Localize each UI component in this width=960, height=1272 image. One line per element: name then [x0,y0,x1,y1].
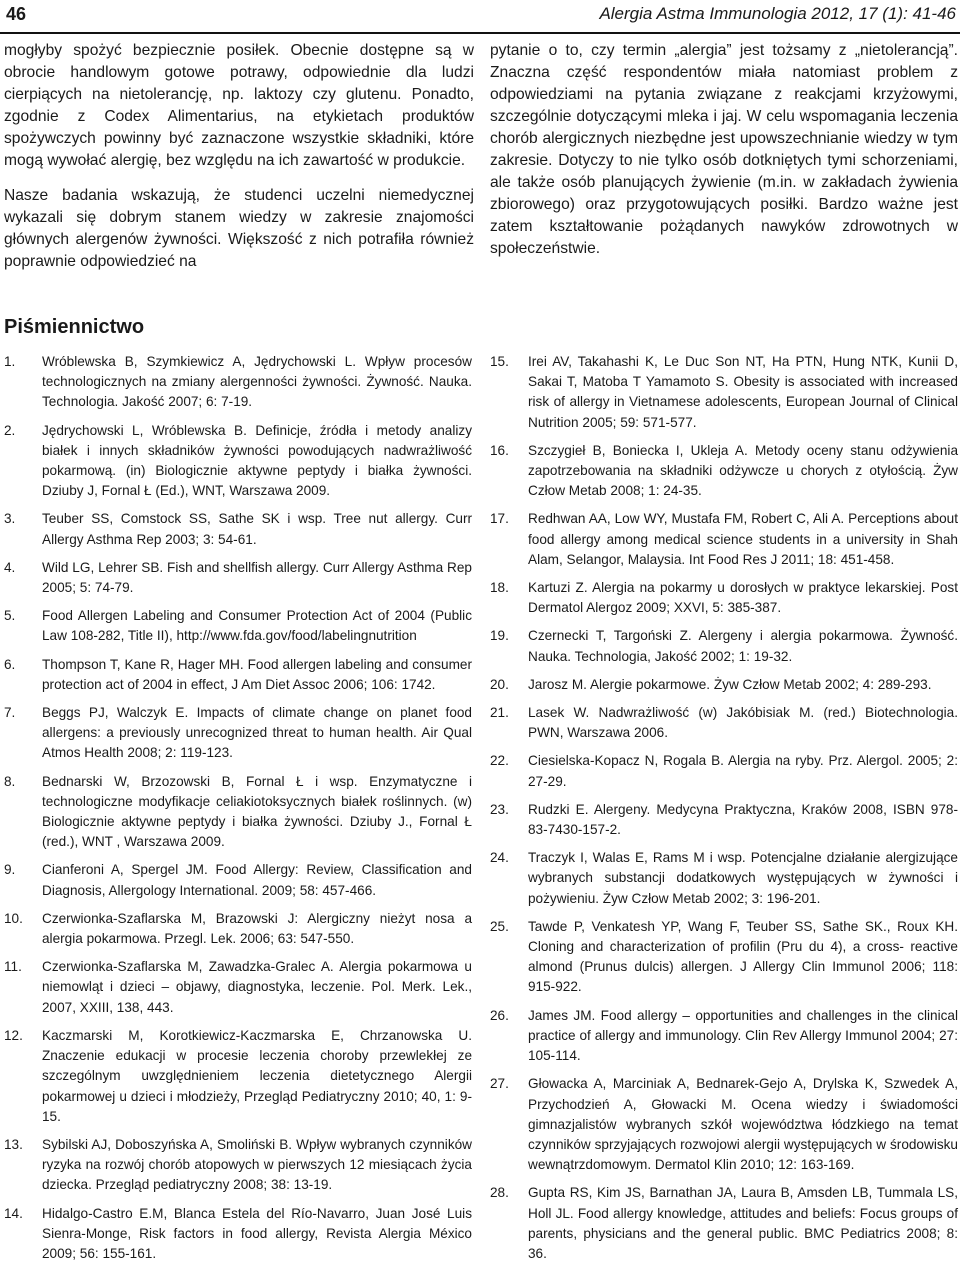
reference-item [4,655,472,695]
reference-text: Jarosz M. Alergie pokarmowe. Żyw Człow Metab 2002; 4: 289-293. [528,676,932,692]
reference-number: 22. [490,753,509,769]
page-header [0,0,960,34]
reference-number: 12. [4,1027,23,1043]
reference-number: 14. [4,1205,23,1221]
reference-number: 6. [4,656,16,672]
reference-number: 21. [490,705,509,721]
reference-text: Gupta RS, Kim JS, Barnathan JA, Laura B, Amsden LB, Tummala LS, Holl JL. Food allergy knowledge, attitudes and beliefs: Focus groups of parents, physicians and the general public. BMC Pediatrics 2008; 8: 36. [528,1185,958,1261]
reference-number: 2. [4,422,16,438]
reference-item [490,848,958,909]
body-paragraph: mogłyby spożyć bezpiecznie posiłek. Obecnie dostępne są w obrocie handlowym gotowe potrawy, odpowiednie dla ludzi cierpiących na nietolerancję, np. laktozy czy glutenu. Ponadto, zgodnie z Codex Alimentarius, na etykietach produktów spożywczych powinny być zaznaczone wszystkie składniki, które mogą wywołać alergię, bez względu na ich zawartość w produkcie. [4,42,474,169]
reference-number: 3. [4,511,16,527]
reference-text: Czerwionka-Szaflarska M, Brazowski J: Alergiczny nieżyt nosa a alergia pokarmowa. Przegl. Lek. 2006; 63: 547-550. [42,910,472,947]
reference-item [4,509,472,549]
reference-item [490,917,958,998]
reference-text: Wild LG, Lehrer SB. Fish and shellfish allergy. Curr Allergy Asthma Rep 2005; 5: 74-79. [42,559,472,596]
reference-number: 26. [490,1007,509,1023]
reference-item [490,800,958,840]
reference-text: Cianferoni A, Spergel JM. Food Allergy: Review, Classification and Diagnosis, Allergology International. 2009; 58: 457-466. [42,862,472,898]
reference-number: 13. [4,1136,23,1152]
reference-item [4,352,472,413]
reference-text: Bednarski W, Brzozowski B, Fornal Ł i wsp. Enzymatyczne i technologiczne modyfikacje celiakiotoksycznych białek roślinnych. (w) Biologicznie aktywne peptydy i białka żywności. Dziuby J., Fornal Ł (red.), WNT , Warszawa 2009. [42,773,472,850]
references-heading: Piśmiennictwo [4,316,145,338]
reference-text: Hidalgo-Castro E.M, Blanca Estela del Río-Navarro, Juan José Luis Sienra-Monge, Risk factors in food allergy, Revista Alergia México 2009; 56: 155-161. [42,1205,472,1261]
reference-text: Irei AV, Takahashi K, Le Duc Son NT, Ha PTN, Hung NTK, Kunii D, Sakai T, Matoba T Yamamoto S. Obesity is associated with increased risk of allergy in Vietnamese adolescents, European Journal of Clinical Nutrition 2005; 59: 571-577. [528,354,958,430]
reference-number: 16. [490,442,509,458]
reference-text: Sybilski AJ, Doboszyńska A, Smoliński B. Wpływ wybranych czynników ryzyka na rozwój chorób atopowych w pierwszych 12 miesiącach życia dziecka. Przegląd pediatryczny 2008; 38: 13-19. [42,1136,472,1193]
reference-number: 28. [490,1185,509,1201]
reference-item [490,1074,958,1175]
reference-item [4,703,472,764]
reference-item [4,558,472,598]
references-list-right [490,352,958,1272]
reference-text: Lasek W. Nadwrażliwość (w) Jakóbisiak M. (red.) Biotechnologia. PWN, Warszawa 2006. [528,705,958,741]
reference-number: 24. [490,850,509,866]
body-column-left [4,40,474,286]
reference-item [4,1204,472,1265]
reference-text: Rudzki E. Alergeny. Medycyna Praktyczna, Kraków 2008, ISBN 978-83-7430-157-2. [528,801,958,838]
header-rule [0,32,960,34]
reference-text: Szczygieł B, Boniecka I, Ukleja A. Metody oceny stanu odżywienia zapotrzebowania na składniki odżywcze u chorych z otyłością. Żyw Człow Metab 2008; 1: 24-35. [528,442,958,499]
reference-item [490,1006,958,1067]
reference-item [4,909,472,949]
reference-text: Czerwionka-Szaflarska M, Zawadzka-Gralec A. Alergia pokarmowa u niemowląt i dzieci – objawy, diagnostyka, leczenie. Pol. Merk. Lek., 2007, XXIII, 138, 443. [42,959,472,1015]
reference-item [490,509,958,570]
reference-number: 1. [4,354,16,369]
reference-text: Beggs PJ, Walczyk E. Impacts of climate change on planet food allergens: a previously unrecognized threat to human health. Air Qual Atmos Health 2008; 2: 119-123. [42,705,472,761]
reference-text: Thompson T, Kane R, Hager MH. Food allergen labeling and consumer protection act of 2004 in effect, J Am Diet Assoc 2006; 106: 1742. [42,656,472,692]
reference-item [490,626,958,666]
reference-item [4,957,472,1018]
page-number: 46 [6,4,27,24]
reference-item [490,703,958,743]
journal-citation: Alergia Astma Immunologia 2012, 17 (1): 41-46 [599,4,956,23]
reference-number: 27. [490,1076,509,1092]
reference-number: 23. [490,801,509,817]
reference-number: 10. [4,910,23,926]
reference-number: 25. [490,918,509,934]
reference-number: 11. [4,959,22,975]
reference-text: Czernecki T, Targoński Z. Alergeny i alergia pokarmowa. Żywność. Nauka. Technologia, Jakość 2002; 1: 19-32. [528,628,958,664]
reference-item [490,578,958,618]
reference-text: Teuber SS, Comstock SS, Sathe SK i wsp. Tree nut allergy. Curr Allergy Asthma Rep 2003; 3: 54-61. [42,511,472,547]
reference-text: Redhwan AA, Low WY, Mustafa FM, Robert C, Ali A. Perceptions about food allergy among medical science students in a university in Shah Alam, Selangor, Malaysia. Int Food Res J 2011; 18: 451-458. [528,511,958,567]
reference-number: 19. [490,628,509,644]
reference-text: Food Allergen Labeling and Consumer Protection Act of 2004 (Public Law 108-282, Title II), http://www.fda.gov/food/labelingnutrition [42,608,472,644]
reference-item [4,1135,472,1196]
body-column-right [490,40,958,273]
reference-text: Głowacka A, Marciniak A, Bednarek-Gejo A, Drylska K, Szwedek A, Przychodzień A, Głowacki M. Ocena wiedzy i świadomości gimnazjalistów wybranych szkół województwa łódzkiego na temat czynników sprzyjających rozwojowi alergii występujących w środowisku wewnątrzdomowym. Dermatol Klin 2010; 12: 163-169. [528,1076,958,1173]
reference-number: 8. [4,773,16,789]
reference-text: Kartuzi Z. Alergia na pokarmy u dorosłych w praktyce lekarskiej. Post Dermatol Alergoz 2009; XXVI, 5: 385-387. [528,580,958,616]
reference-item [4,860,472,900]
reference-number: 15. [490,354,509,369]
reference-number: 9. [4,862,16,878]
reference-number: 17. [490,511,509,527]
reference-text: Wróblewska B, Szymkiewicz A, Jędrychowski L. Wpływ procesów technologicznych na zmiany alergenności żywności. Żywność. Nauka. Technologia. Jakość 2007; 6: 7-19. [42,354,472,410]
reference-number: 18. [490,580,509,596]
reference-text: Jędrychowski L, Wróblewska B. Definicje, źródła i metody analizy białek i innych składników żywności powodujących nadwrażliwość pokarmową. (in) Biologicznie aktywne peptydy i białka żywności. Dziuby J, Fornal Ł (Ed.), WNT, Warszawa 2009. [42,422,472,499]
reference-item [4,1026,472,1127]
reference-text: Ciesielska-Kopacz N, Rogala B. Alergia na ryby. Prz. Alergol. 2005; 2: 27-29. [528,753,958,789]
reference-text: James JM. Food allergy – opportunities and challenges in the clinical practice of allergy and immunology. Clin Rev Allergy Immunol 2004; 27: 105-114. [528,1007,958,1064]
reference-number: 4. [4,559,16,575]
reference-item [4,772,472,853]
reference-item [490,751,958,791]
reference-item [490,441,958,502]
reference-item [490,675,958,695]
reference-text: Tawde P, Venkatesh YP, Wang F, Teuber SS, Sathe SK., Roux KH. Cloning and characterization of profilin (Pru du 4), a cross- reactive almond (Prunus dulcis) allergen. J Allergy Clin Immunol 2006; 118: 915-922. [528,918,958,995]
body-paragraph: Nasze badania wskazują, że studenci uczelni niemedycznej wykazali się dobrym stanem wiedzy w zakresie znajomości głównych alergenów żywności. Większość z nich potrafiła również poprawnie odpowiedzieć na [4,187,474,270]
reference-number: 7. [4,705,16,721]
reference-text: Kaczmarski M, Korotkiewicz-Kaczmarska E, Chrzanowska U. Znaczenie edukacji w procesie leczenia choroby przewlekłej ze szczególnym uwzględnieniem leczenia dietetycznego Alergii pokarmowej u dzieci i młodzieży, Przegląd Pediatryczny 2010; 40, 1: 9-15. [42,1027,472,1124]
reference-item [4,421,472,502]
reference-item [4,606,472,646]
reference-item [490,1183,958,1264]
reference-number: 20. [490,676,509,692]
references-list-left [4,352,472,1272]
reference-text: Traczyk I, Walas E, Rams M i wsp. Potencjalne działanie alergizujące wybranych substancji dodatkowych występujących w żywności i pożywieniu. Żyw Człow Metab 2002; 3: 196-201. [528,850,958,906]
body-paragraph: pytanie o to, czy termin „alergia” jest tożsamy z „nietolerancją”. Znaczna część respondentów miała natomiast problem z odpowiedziami na pytania związane z reakcjami krzyżowymi, szczególnie dotyczącymi mleka i jaj. W celu wspomagania leczenia chorób alergicznych niezbędne jest upowszechnianie wiedzy w tym zakresie. Dotyczy to nie tylko osób dotkniętych tymi schorzeniami, ale także osób planujących żywienie (m.in. w zakładach żywienia zbiorowego) oraz przygotowujących posiłki. Bardzo ważne jest zatem kształtowanie pożądanych nawyków zdrowotnych w społeczeństwie. [490,42,958,257]
reference-number: 5. [4,608,16,624]
reference-item [490,352,958,433]
